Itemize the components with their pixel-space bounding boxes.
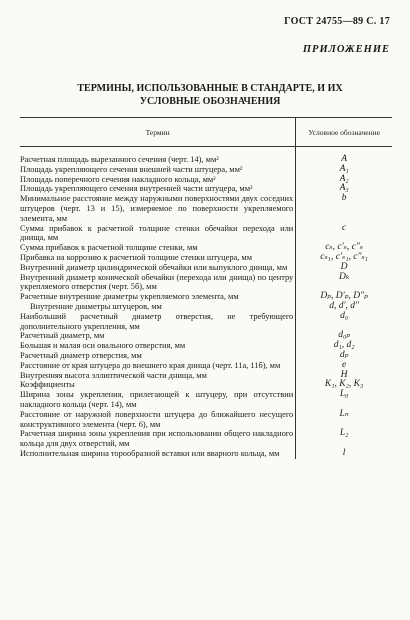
term-cell: Минимальное расстояние между наружными поверхностями двух соседних штуцеров (черт. 13 и 15), измеряемое по поверхности укрепляемого элемента, мм	[20, 194, 296, 223]
symbol-cell: H	[340, 369, 348, 380]
symbol-cell: dₚ	[339, 349, 349, 360]
table-row	[20, 429, 392, 449]
table-row	[20, 341, 392, 351]
symbol-cell: d, d′, d″	[329, 300, 360, 311]
symbol-cell: d₀ₚ	[338, 330, 351, 341]
symbol-cell: Dₚ, D′ₚ, D″ₚ	[320, 291, 368, 302]
term-cell: Расчетные внутренние диаметры укрепляемого элемента, мм	[20, 292, 296, 302]
appendix-label: ПРИЛОЖЕНИЕ	[302, 44, 390, 55]
symbol-cell: L₂	[339, 428, 349, 439]
table-row	[20, 224, 392, 244]
table-row	[20, 165, 392, 175]
symbol-cell: Dₖ	[338, 271, 350, 282]
term-cell: Площадь укрепляющего сечения внутренней части штуцера, мм²	[20, 184, 296, 194]
term-cell: Расчетный диаметр отверстия, мм	[20, 351, 296, 361]
term-cell: Площадь поперечного сечения накладного кольца, мм²	[20, 175, 296, 185]
table-body	[20, 147, 392, 459]
term-cell: Наибольший расчетный диаметр отверстия, не требующего дополнительного укрепления, мм	[20, 312, 296, 332]
column-header-symbol: Условное обозначение	[296, 118, 392, 147]
table-row	[20, 184, 392, 194]
term-cell: Исполнительная ширина торообразной вставки или вварного кольца, мм	[20, 449, 296, 459]
symbol-cell: A₁	[339, 163, 349, 174]
table-row	[20, 194, 392, 223]
symbol-cell: d₀	[340, 310, 349, 321]
term-cell: Площадь укрепляющего сечения внешней части штуцера, мм²	[20, 165, 296, 175]
symbol-cell: Lₙ	[339, 408, 349, 419]
page-header: ГОСТ 24755—89 С. 17	[284, 16, 390, 27]
symbol-cell: d₁, d₂	[333, 340, 355, 351]
term-cell: Внутренние диаметры штуцеров, мм	[20, 302, 296, 312]
table-row	[20, 312, 392, 332]
title-line-1: ТЕРМИНЫ, ИСПОЛЬЗОВАННЫЕ В СТАНДАРТЕ, И ИХ	[77, 83, 343, 94]
table-row	[20, 175, 392, 185]
term-cell: Внутренний диаметр цилиндрической обечайки или выпуклого днища, мм	[20, 263, 296, 273]
table-row	[20, 390, 392, 410]
symbol-cell: D	[340, 261, 348, 272]
table-row	[20, 351, 392, 361]
symbol-cell: A	[341, 154, 348, 164]
table-row	[20, 449, 392, 459]
term-cell: Коэффициенты	[20, 380, 296, 390]
term-cell: Расчетный диаметр, мм	[20, 331, 296, 341]
symbol-cell: L₀	[339, 389, 349, 400]
table-spacer	[20, 147, 392, 156]
terms-table	[20, 117, 392, 459]
term-cell: Расстояние от края штуцера до внешнего края днища (черт. 11а, 11б), мм	[20, 361, 296, 371]
term-cell: Расчетная площадь вырезанного сечения (черт. 14), мм²	[20, 155, 296, 165]
title-line-2: УСЛОВНЫЕ ОБОЗНАЧЕНИЯ	[139, 96, 281, 107]
column-header-term: Термин	[20, 118, 296, 147]
table-header-row	[20, 118, 392, 147]
table-row	[20, 302, 392, 312]
symbol-cell: l	[342, 447, 346, 458]
term-cell: Ширина зоны укрепления, прилегающей к штуцеру, при отсутствии накладного кольца (черт. 14), мм	[20, 390, 296, 410]
term-cell: Прибавка на коррозию к расчетной толщине стенки штуцера, мм	[20, 253, 296, 263]
symbol-cell: c	[342, 222, 347, 233]
term-cell: Сумма прибавок к расчетной толщине стенки обечайки перехода или днища, мм	[20, 224, 296, 244]
term-cell: Расчетная ширина зоны укрепления при использовании общего накладного кольца для двух отверстий, мм	[20, 429, 296, 449]
term-cell: Внутренняя высота эллиптической части днища, мм	[20, 371, 296, 381]
table-row	[20, 253, 392, 263]
term-cell: Большая и малая оси овального отверстия, мм	[20, 341, 296, 351]
symbol-cell: cₛ₁, c′ₛ₁, c″ₛ₁	[320, 251, 368, 262]
symbol-cell: e	[342, 359, 347, 370]
table-row	[20, 380, 392, 390]
symbol-cell: A₂	[339, 173, 349, 184]
document-title	[30, 82, 390, 108]
table-row	[20, 273, 392, 293]
table-row	[20, 361, 392, 371]
symbol-cell: b	[341, 193, 347, 204]
term-cell: Сумма прибавок к расчетной толщине стенки, мм	[20, 243, 296, 253]
symbol-cell: A₃	[339, 183, 349, 194]
term-cell: Внутренний диаметр конической обечайки (перехода или днища) по центру укрепляемого отверстия (черт. 5б), мм	[20, 273, 296, 293]
table-row	[20, 410, 392, 430]
table-row	[20, 155, 392, 165]
symbol-cell: cₛ, c′ₛ, c″ₛ	[325, 242, 364, 253]
term-cell: Расстояние от наружной поверхности штуцера до ближайшего несущего конструктивного элемента (черт. 6), мм	[20, 410, 296, 430]
symbol-cell: K₁, K₂, K₃	[324, 379, 364, 390]
table-row	[20, 263, 392, 273]
